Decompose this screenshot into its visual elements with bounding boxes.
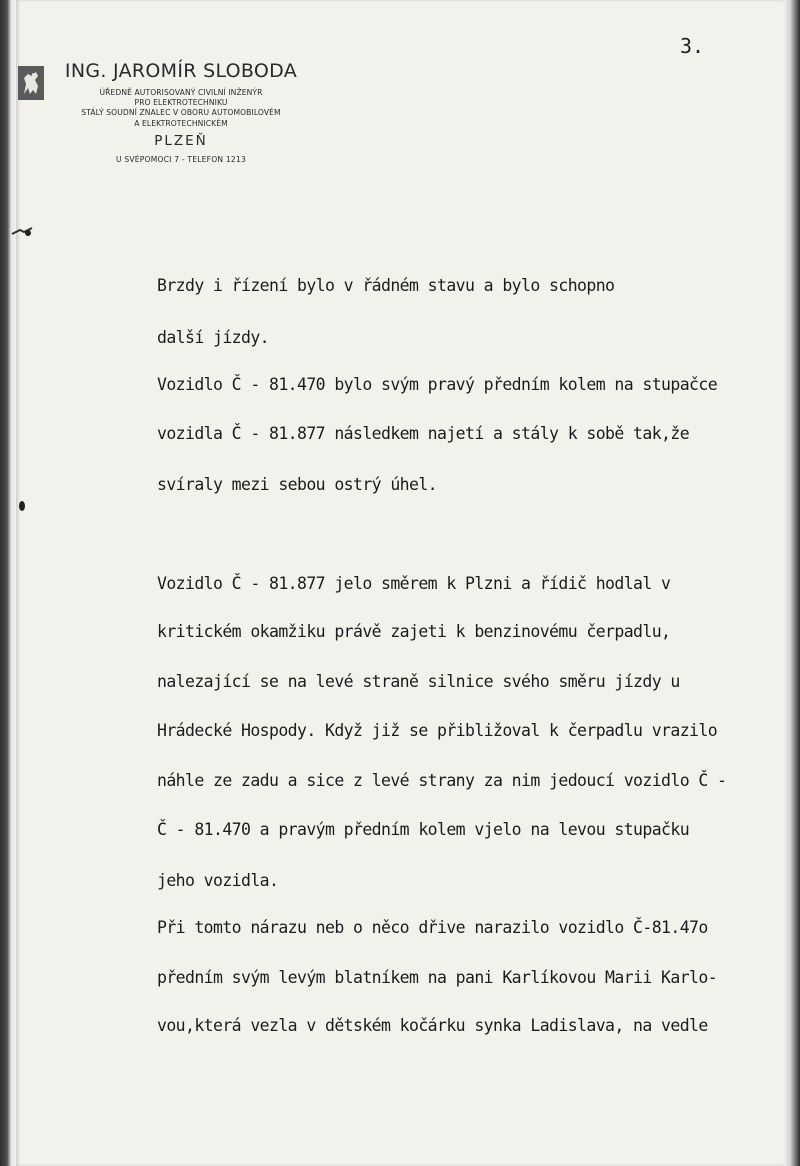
text-line: Brzdy i řízení bylo v řádném stavu a bylo schopno [157, 276, 615, 295]
page-number: 3. [680, 34, 705, 58]
text-line: svíraly mezi sebou ostrý úhel. [157, 475, 438, 494]
heraldic-lion-icon [18, 66, 44, 100]
text-line: vozidla Č - 81.877 následkem najetí a stály k sobě tak,že [157, 424, 690, 443]
text-line: Č - 81.470 a pravým předním kolem vjelo na levou stupačku [157, 820, 690, 839]
letterhead-address: U SVÉPOMOCI 7 - TELEFON 1213 [115, 154, 247, 164]
punch-mark-icon [10, 226, 34, 238]
text-line: předním svým levým blatníkem na pani Karlíkovou Marii Karlo- [157, 968, 718, 987]
letterhead [56, 60, 306, 164]
scan-right-edge [784, 0, 800, 1166]
letterhead-line: A ELEKTROTECHNICKÉM [134, 118, 228, 128]
punch-mark-icon [18, 500, 26, 512]
text-line: náhle ze zadu a sice z levé strany za nim jedoucí vozidlo Č - [157, 771, 727, 790]
letterhead-city: PLZEŇ [154, 132, 208, 149]
letterhead-line: STÁLÝ SOUDNÍ ZNALEC V OBORU AUTOMOBILOVÉM [81, 108, 281, 118]
letterhead-line: PRO ELEKTROTECHNIKU [134, 98, 228, 108]
text-line: další jízdy. [157, 328, 270, 347]
text-line: vou,která vezla v dětském kočárku synka Ladislava, na vedle [157, 1016, 708, 1035]
scan-left-edge [0, 0, 16, 1166]
letterhead-line: ÚŘEDNĚ AUTORISOVANÝ CIVILNÍ INŽENÝR [99, 88, 263, 97]
text-line: kritickém okamžiku právě zajeti k benzinovému čerpadlu, [157, 622, 671, 641]
text-line: Při tomto nárazu neb o něco dřive narazilo vozidlo Č-81.47o [157, 918, 708, 937]
text-line: jeho vozidla. [157, 871, 279, 890]
letterhead-name: ING. JAROMÍR SLOBODA [64, 60, 298, 82]
text-line: Hrádecké Hospody. Když již se přibližoval k čerpadlu vrazilo [157, 721, 718, 740]
text-line: Vozidlo Č - 81.877 jelo směrem k Plzni a řídič hodlal v [157, 574, 671, 593]
text-line: Vozidlo Č - 81.470 bylo svým pravý předním kolem na stupačce [157, 375, 718, 394]
text-line: nalezající se na levé straně silnice svého směru jízdy u [157, 672, 680, 691]
